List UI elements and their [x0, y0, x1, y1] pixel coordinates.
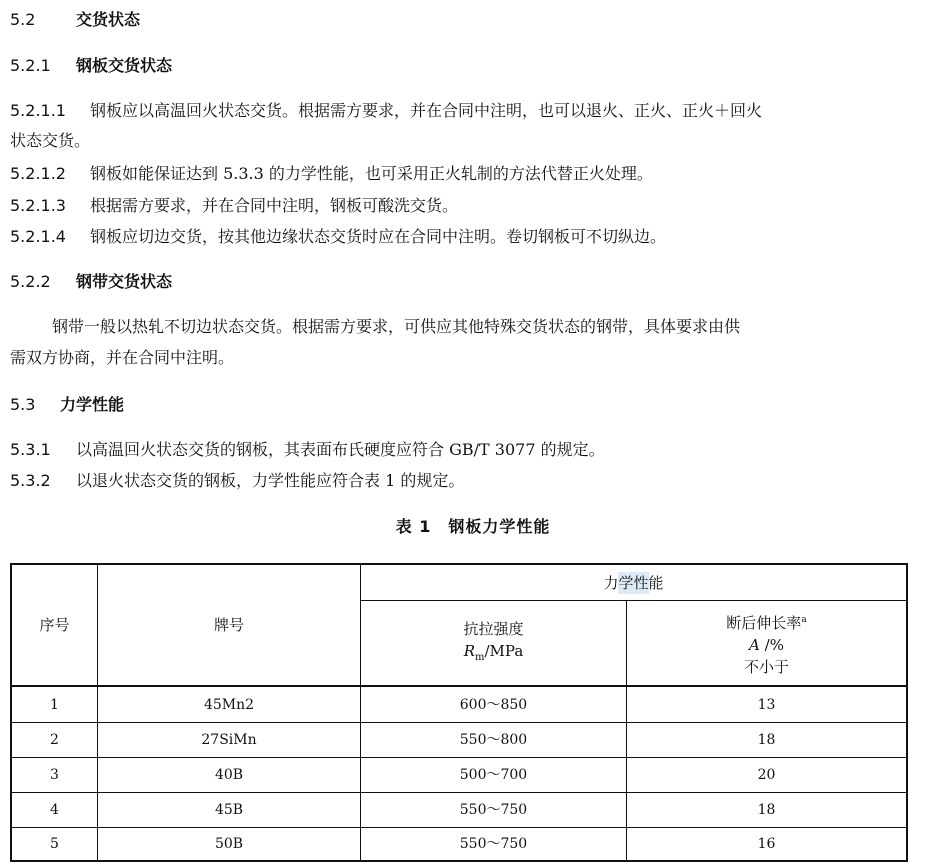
section-title: 钢带交货状态 [76, 272, 173, 291]
header-mech-text: 力 [603, 573, 619, 592]
section-heading-5-2-1 [10, 56, 172, 76]
clause-5-2-1-1-line2: 状态交货。 [10, 131, 91, 150]
clause-text: 钢板应切边交货，按其他边缘状态交货时应在合同中注明。卷切钢板可不切纵边。 [90, 227, 667, 246]
section-number: 5.2.1 [10, 56, 51, 75]
section-number: 5.3 [10, 395, 36, 414]
clause-text: 以退火状态交货的钢板，力学性能应符合表 1 的规定。 [76, 471, 465, 490]
header-grade: 牌号 [213, 616, 244, 634]
tensile-subscript: m [475, 651, 485, 663]
header-tensile-strength [361, 601, 626, 685]
cell-grade: 45Mn2 [203, 696, 255, 713]
header-mech-text-highlight: 学性 [618, 573, 649, 592]
elongation-symbol-line [749, 634, 784, 656]
elongation-unit: /% [759, 635, 784, 654]
cell-grade: 27SiMn [201, 732, 257, 748]
clause-text: 钢板如能保证达到 5.3.3 的力学性能，也可采用正火轧制的方法代替正火处理。 [90, 164, 653, 183]
tensile-symbol: R [463, 641, 476, 660]
elongation-symbol: A [749, 635, 760, 654]
cell-tensile: 550～750 [459, 802, 528, 818]
section-heading-5-2 [10, 10, 140, 30]
clause-number: 5.2.1.1 [10, 101, 66, 120]
clause-number: 5.2.1.3 [10, 196, 66, 215]
cell-seq: 5 [50, 836, 59, 852]
clause-number: 5.2.1.4 [10, 227, 66, 246]
header-elongation [627, 601, 906, 685]
header-seq: 序号 [39, 616, 70, 634]
elongation-footnote-mark: a [801, 614, 807, 625]
cell-elongation: 16 [757, 836, 776, 852]
cell-elongation: 18 [757, 802, 776, 818]
clause-number: 5.3.2 [10, 471, 51, 490]
clause-5-3-1 [10, 435, 605, 465]
cell-grade: 45B [214, 802, 244, 818]
clause-text: 钢板应以高温回火状态交货。根据需方要求，并在合同中注明，也可以退火、正火、正火＋回火 [90, 101, 763, 120]
section-heading-5-3 [10, 395, 124, 415]
clause-5-2-1-1-line1 [10, 96, 762, 126]
cell-seq: 1 [50, 696, 59, 713]
cell-tensile: 550～750 [459, 836, 528, 852]
clause-5-3-2 [10, 466, 464, 496]
elongation-label: 断后伸长率 [726, 613, 802, 632]
cell-elongation: 20 [757, 767, 776, 783]
tensile-label: 抗拉强度 [463, 619, 524, 638]
table-caption: 表 1 钢板力学性能 [395, 517, 551, 536]
clause-text: 根据需方要求，并在合同中注明，钢板可酸洗交货。 [90, 196, 459, 215]
cell-elongation: 18 [757, 732, 776, 748]
tensile-unit: /MPa [484, 641, 524, 660]
clause-number: 5.3.1 [10, 440, 51, 459]
section-number: 5.2.2 [10, 272, 51, 291]
clause-5-2-1-3 [10, 191, 458, 221]
clause-5-2-1-2 [10, 159, 653, 189]
section-title: 交货状态 [76, 10, 141, 29]
section-heading-5-2-2 [10, 272, 172, 292]
header-mechanical-properties [361, 565, 906, 600]
elongation-min: 不小于 [743, 657, 789, 676]
tensile-symbol-line [464, 640, 524, 669]
cell-seq: 3 [50, 767, 59, 783]
cell-tensile: 550～800 [459, 732, 528, 748]
paragraph-5-2-2-line1: 钢带一般以热轧不切边状态交货。根据需方要求，可供应其他特殊交货状态的钢带，具体要求由供 [52, 317, 741, 336]
header-mech-text: 能 [648, 573, 664, 592]
cell-grade: 50B [214, 836, 244, 852]
cell-seq: 4 [50, 802, 59, 818]
clause-text: 以高温回火状态交货的钢板，其表面布氏硬度应符合 GB/T 3077 的规定。 [76, 440, 605, 459]
section-title: 钢板交货状态 [76, 56, 173, 75]
section-number: 5.2 [10, 10, 36, 29]
cell-grade: 40B [214, 767, 244, 783]
cell-tensile: 600～850 [459, 696, 528, 713]
mechanical-properties-table [10, 563, 908, 862]
clause-5-2-1-4 [10, 222, 666, 252]
cell-tensile: 500～700 [459, 767, 528, 783]
clause-number: 5.2.1.2 [10, 164, 66, 183]
cell-seq: 2 [50, 732, 59, 748]
paragraph-5-2-2-line2: 需双方协商，并在合同中注明。 [10, 348, 235, 367]
section-title: 力学性能 [60, 395, 125, 414]
elongation-label-line [726, 609, 806, 634]
cell-elongation: 13 [757, 696, 776, 713]
